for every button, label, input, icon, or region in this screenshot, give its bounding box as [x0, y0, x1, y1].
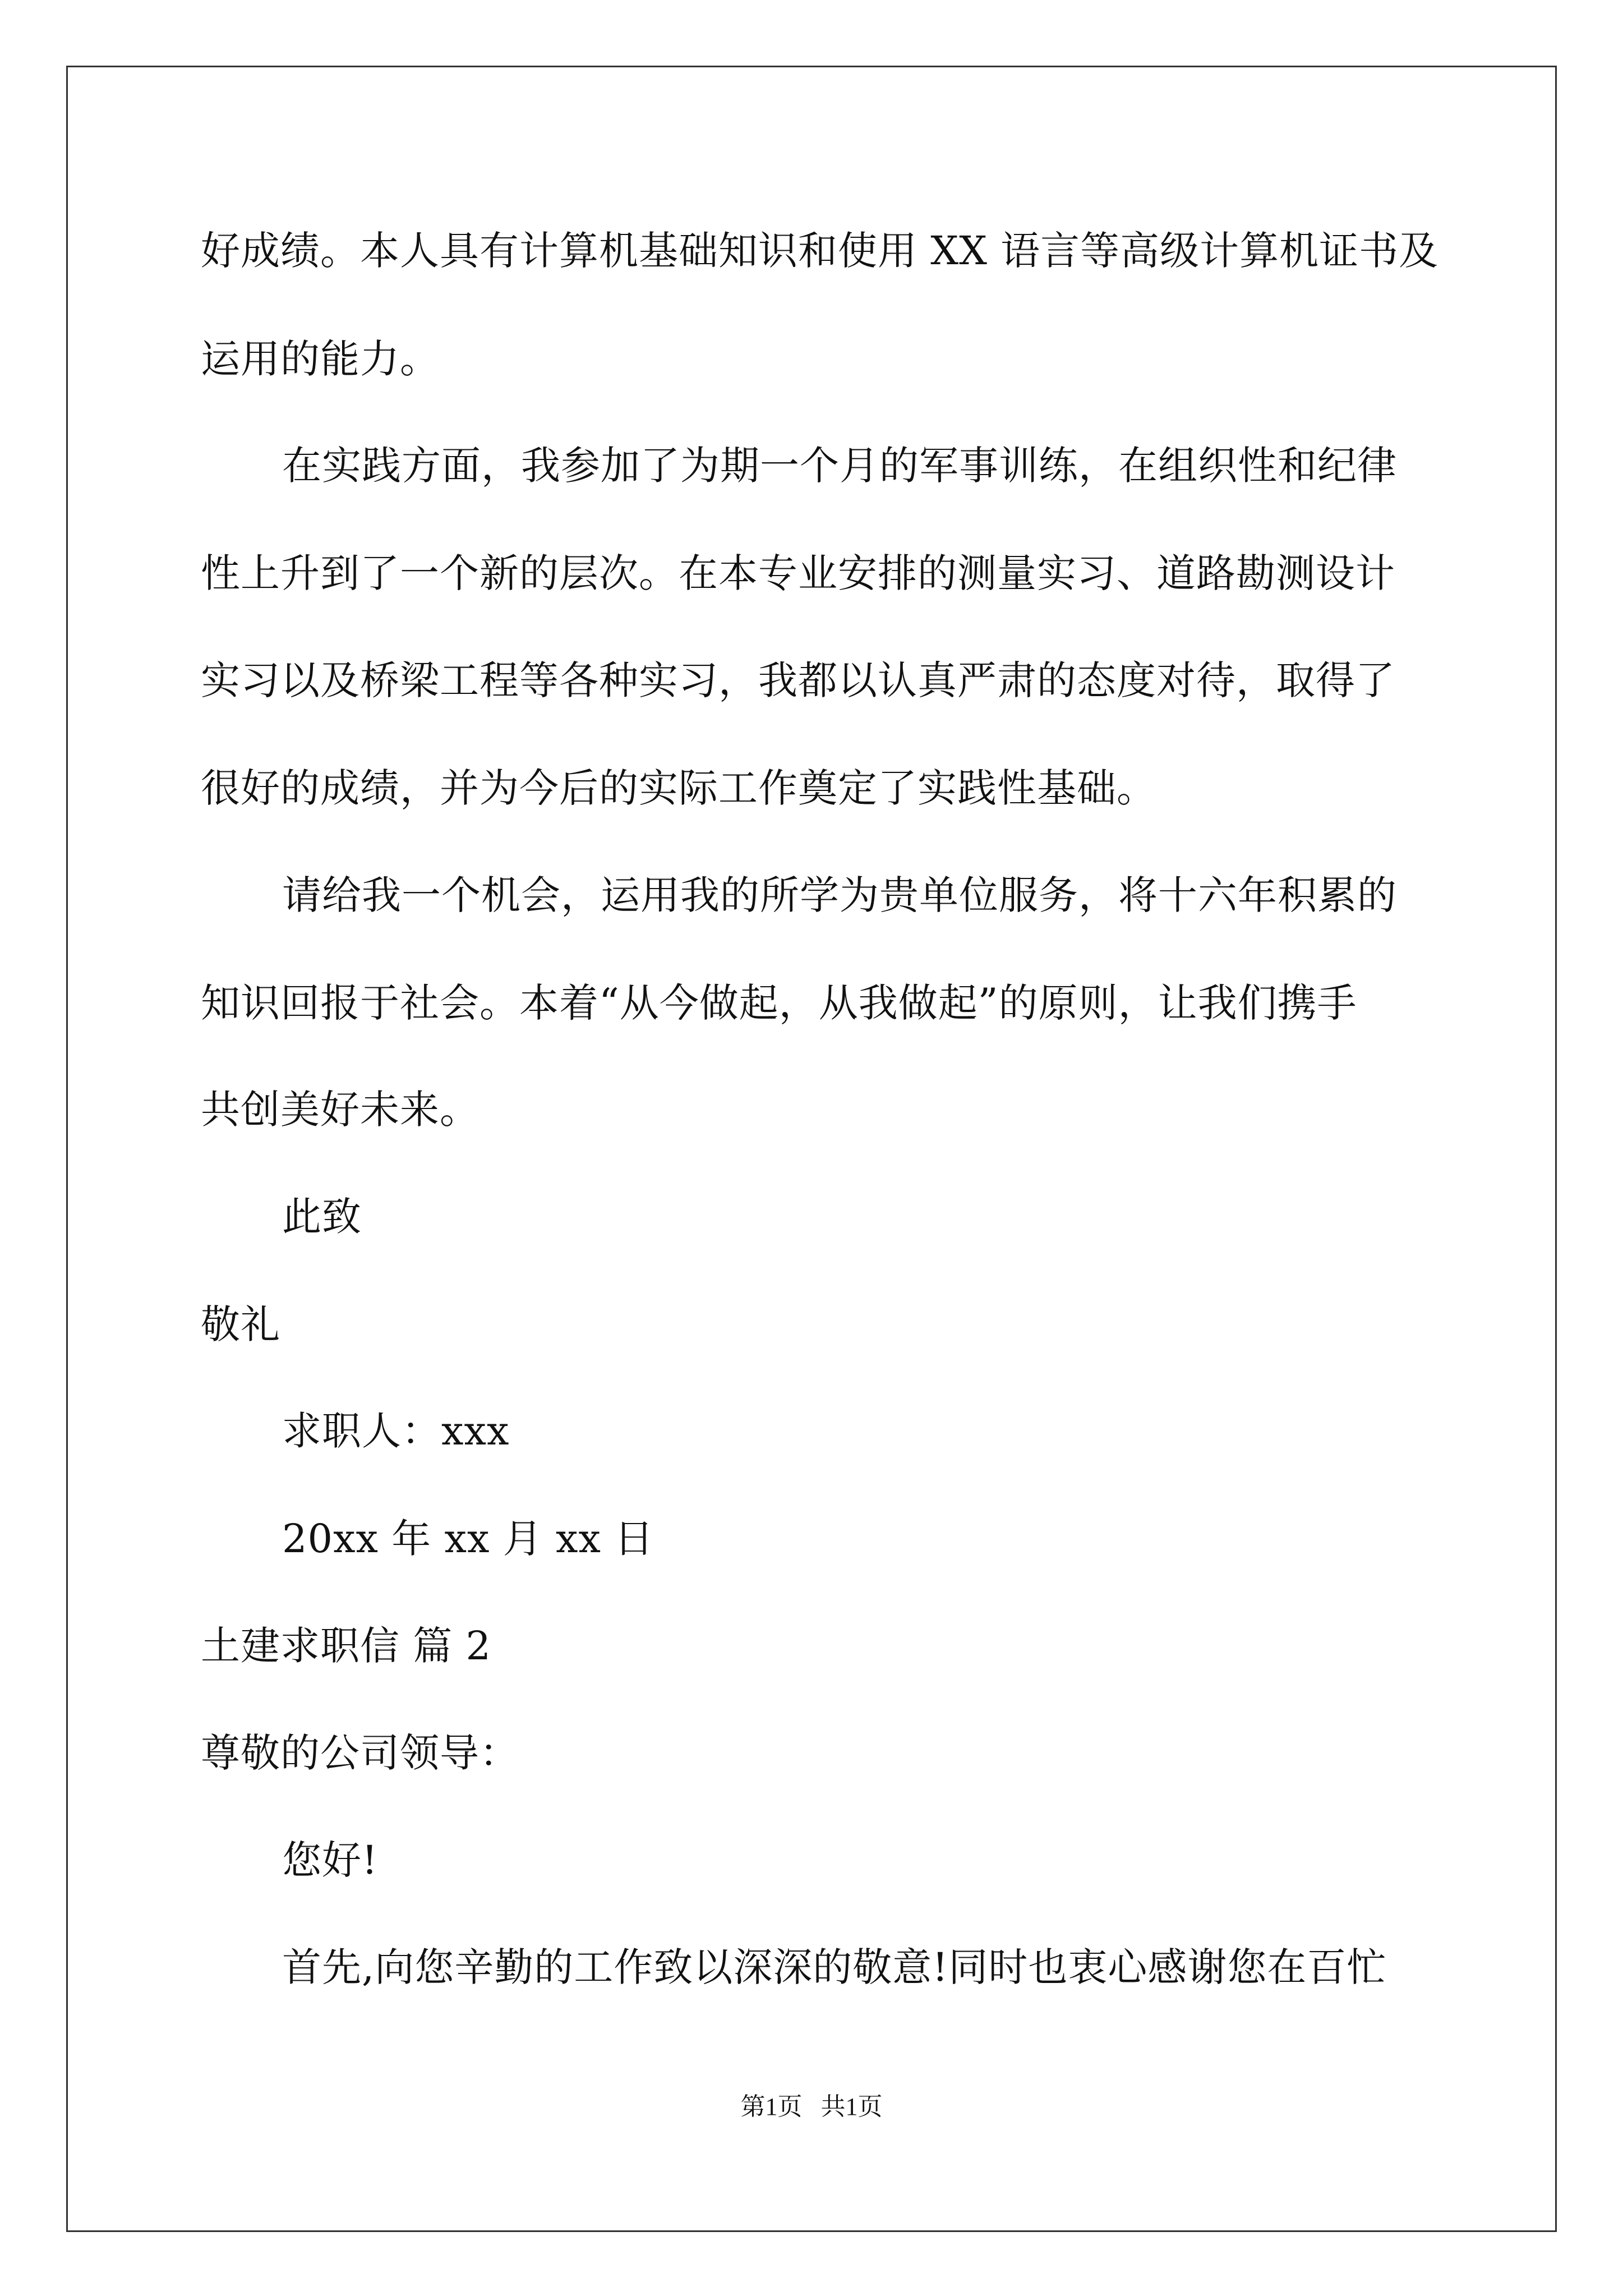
section-heading: 土建求职信 篇 2	[201, 1623, 492, 1669]
body-text-line: 运用的能力。	[201, 336, 440, 382]
letter-date: 20xx 年 xx 月 xx 日	[282, 1516, 654, 1562]
greeting: 您好!	[282, 1837, 379, 1883]
body-text-line: 好成绩。本人具有计算机基础知识和使用 XX 语言等高级计算机证书及	[201, 228, 1439, 274]
page-footer: 第1页 共1页	[740, 2093, 883, 2120]
body-text-line: 性上升到了一个新的层次。在本专业安排的测量实习、道路勘测设计	[201, 550, 1395, 596]
body-text-line: 请给我一个机会，运用我的所学为贵单位服务，将十六年积累的	[282, 872, 1397, 918]
closing-salutation: 此致	[282, 1194, 362, 1240]
page-border	[66, 66, 1557, 2232]
body-text-line: 知识回报于社会。本着“从今做起，从我做起”的原则，让我们携手	[201, 980, 1357, 1026]
body-text-line: 在实践方面，我参加了为期一个月的军事训练，在组织性和纪律	[282, 443, 1397, 489]
body-text-line: 首先,向您辛勤的工作致以深深的敬意!同时也衷心感谢您在百忙	[282, 1944, 1387, 1990]
closing-regards: 敬礼	[201, 1301, 280, 1347]
applicant-name: 求职人：xxx	[282, 1408, 510, 1454]
greeting-recipient: 尊敬的公司领导：	[201, 1730, 519, 1776]
body-text-line: 共创美好未来。	[201, 1087, 479, 1133]
body-text-line: 实习以及桥梁工程等各种实习，我都以认真严肃的态度对待，取得了	[201, 657, 1395, 703]
body-text-line: 很好的成绩，并为今后的实际工作奠定了实践性基础。	[201, 765, 1156, 811]
